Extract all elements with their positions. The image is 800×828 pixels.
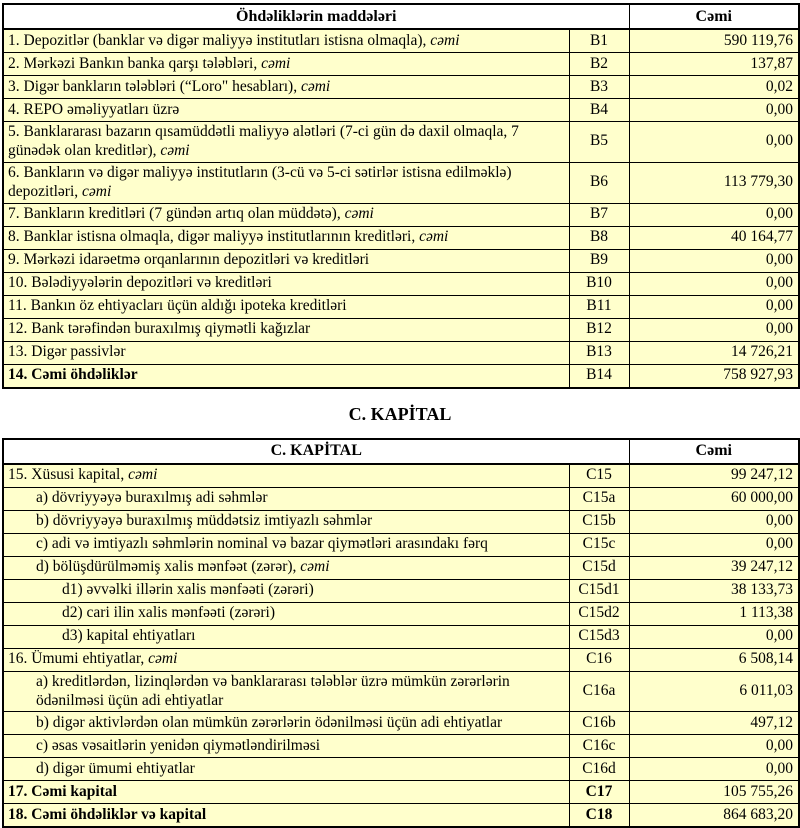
row-total-value: 0,00 <box>629 735 799 758</box>
row-code: C15d3 <box>569 625 629 648</box>
row-label-italic-suffix: cəmi <box>300 77 331 95</box>
table-row <box>3 162 799 203</box>
row-total-value: 0,00 <box>629 122 799 163</box>
row-total-value: 105 755,26 <box>629 781 799 804</box>
row-label-text: c) adi və imtiyazlı səhmlərin nominal və bazar qiymətləri arasındakı fərq <box>36 535 488 553</box>
row-code: B5 <box>569 122 629 163</box>
row-total-value: 0,00 <box>629 318 799 341</box>
row-label <box>3 99 569 122</box>
row-label <box>3 533 569 556</box>
capital-total-column-header: Cəmi <box>629 439 799 464</box>
row-code: B11 <box>569 295 629 318</box>
row-label-text: 5. Banklararası bazarın qısamüddətli maliyyə alətləri (7-ci gün də daxil olmaqla, 7 günədək olan kreditlər), <box>8 123 519 159</box>
table-row <box>3 533 799 556</box>
row-code: C15d <box>569 556 629 579</box>
capital-header-row <box>3 439 799 464</box>
row-total-value: 14 726,21 <box>629 341 799 364</box>
row-total-value: 6 011,03 <box>629 671 799 712</box>
row-label-text: 4. REPO əməliyyatları üzrə <box>8 100 180 118</box>
row-label-italic-suffix: cəmi <box>82 182 112 200</box>
table-row <box>3 76 799 99</box>
table-row <box>3 203 799 226</box>
row-total-value: 137,87 <box>629 53 799 76</box>
table-row <box>3 556 799 579</box>
row-label-italic-suffix: cəmi <box>128 466 158 484</box>
row-code: B10 <box>569 272 629 295</box>
row-total-value: 0,00 <box>629 249 799 272</box>
row-label-text: b) digər aktivlərdən olan mümkün zərərlərin ödənilməsi üçün adi ehtiyatlar <box>36 713 503 731</box>
table-row <box>3 648 799 671</box>
row-label-text: a) kreditlərdən, lizinqlərdən və banklararası tələblər üzrə mümkün zərərlərin ödənilməsi üçün adi ehtiyatlar <box>36 672 510 709</box>
table-row <box>3 226 799 249</box>
table-row <box>3 272 799 295</box>
table-row <box>3 579 799 602</box>
row-label <box>3 122 569 163</box>
row-label-text: 15. Xüsusi kapital, <box>8 466 129 484</box>
row-label-text: 6. Bankların və digər maliyyə institutların (3-cü və 5-ci sətirlər istisna edilməklə) depozitləri, <box>8 163 512 200</box>
row-label <box>3 625 569 648</box>
liabilities-table-title: Öhdəliklərin maddələri <box>3 4 629 29</box>
row-label <box>3 781 569 804</box>
row-total-value: 0,00 <box>629 99 799 122</box>
row-label <box>3 556 569 579</box>
row-label-text: d) digər ümumi ehtiyatlar <box>36 759 195 777</box>
row-label-text: 2. Mərkəzi Bankın banka qarşı tələbləri, <box>8 54 262 72</box>
table-row <box>3 712 799 735</box>
row-code: C15b <box>569 510 629 533</box>
row-label-italic-suffix: cəmi <box>148 650 178 668</box>
row-code: C17 <box>569 781 629 804</box>
row-total-value: 39 247,12 <box>629 556 799 579</box>
row-label <box>3 671 569 712</box>
row-total-value: 60 000,00 <box>629 487 799 510</box>
table-row <box>3 364 799 388</box>
row-code: C15d2 <box>569 602 629 625</box>
row-label <box>3 510 569 533</box>
row-label-text: 7. Bankların kreditləri (7 gündən artıq olan müddətə), <box>8 205 345 223</box>
row-label-text: 12. Bank tərəfindən buraxılmış qiymətli kağızlar <box>8 320 311 338</box>
row-label <box>3 735 569 758</box>
row-code: C15d1 <box>569 579 629 602</box>
row-label <box>3 53 569 76</box>
row-code: B14 <box>569 364 629 388</box>
row-label <box>3 76 569 99</box>
row-code: C16 <box>569 648 629 671</box>
row-label <box>3 804 569 828</box>
row-total-value: 497,12 <box>629 712 799 735</box>
row-label-text: 17. Cəmi kapital <box>8 782 117 800</box>
row-code: C16d <box>569 758 629 781</box>
row-total-value: 0,02 <box>629 76 799 99</box>
row-total-value: 0,00 <box>629 510 799 533</box>
row-label <box>3 272 569 295</box>
row-total-value: 0,00 <box>629 758 799 781</box>
table-row <box>3 671 799 712</box>
table-row <box>3 99 799 122</box>
table-row <box>3 318 799 341</box>
row-label-text: 16. Ümumi ehtiyatlar, <box>8 650 149 668</box>
row-label-text: 8. Banklar istisna olmaqla, digər maliyyə institutlarının kreditləri, <box>8 228 420 246</box>
row-label-text: a) dövriyyəyə buraxılmış adi səhmlər <box>36 489 268 507</box>
row-label-text: 14. Cəmi öhdəliklər <box>8 366 138 384</box>
row-total-value: 0,00 <box>629 272 799 295</box>
row-total-value: 0,00 <box>629 625 799 648</box>
row-label <box>3 758 569 781</box>
row-code: B7 <box>569 203 629 226</box>
row-total-value: 99 247,12 <box>629 464 799 488</box>
table-row <box>3 735 799 758</box>
row-label <box>3 295 569 318</box>
row-code: B2 <box>569 53 629 76</box>
row-label <box>3 602 569 625</box>
row-label-italic-suffix: cəmi <box>419 228 449 246</box>
row-code: C15a <box>569 487 629 510</box>
capital-table-title: C. KAPİTAL <box>3 439 629 464</box>
row-total-value: 864 683,20 <box>629 804 799 828</box>
table-row <box>3 602 799 625</box>
row-label-text: d2) cari ilin xalis mənfəəti (zərəri) <box>62 604 276 622</box>
row-code: C18 <box>569 804 629 828</box>
row-total-value: 6 508,14 <box>629 648 799 671</box>
row-code: B13 <box>569 341 629 364</box>
row-total-value: 0,00 <box>629 295 799 318</box>
row-label-text: d) bölüşdürülməmiş xalis mənfəət (zərər), <box>36 558 301 576</box>
table-row <box>3 249 799 272</box>
row-label-text: d1) əvvəlki illərin xalis mənfəəti (zərəri) <box>62 581 314 599</box>
table-row <box>3 781 799 804</box>
table-row <box>3 29 799 53</box>
table-row <box>3 53 799 76</box>
row-code: B6 <box>569 162 629 203</box>
row-label <box>3 226 569 249</box>
row-label <box>3 29 569 53</box>
row-code: B1 <box>569 29 629 53</box>
table-row <box>3 295 799 318</box>
capital-section-heading: C. KAPİTAL <box>348 403 452 424</box>
row-label <box>3 162 569 203</box>
row-code: B9 <box>569 249 629 272</box>
row-code: C16b <box>569 712 629 735</box>
table-row <box>3 758 799 781</box>
row-label-italic-suffix: cəmi <box>300 558 330 576</box>
table-row <box>3 804 799 828</box>
row-label <box>3 318 569 341</box>
row-label <box>3 579 569 602</box>
row-code: C15c <box>569 533 629 556</box>
row-label-italic-suffix: cəmi <box>261 54 291 72</box>
row-code: B4 <box>569 99 629 122</box>
liabilities-total-column-header: Cəmi <box>629 4 799 29</box>
row-code: B8 <box>569 226 629 249</box>
table-row <box>3 464 799 488</box>
row-label <box>3 487 569 510</box>
row-label <box>3 464 569 488</box>
row-code: B12 <box>569 318 629 341</box>
row-code: C16c <box>569 735 629 758</box>
row-label-text: 18. Cəmi öhdəliklər və kapital <box>8 805 207 823</box>
row-label-text: 13. Digər passivlər <box>8 343 126 361</box>
row-label-text: 11. Bankın öz ehtiyacları üçün aldığı ipoteka kreditləri <box>8 297 347 315</box>
table-row <box>3 122 799 163</box>
table-row <box>3 625 799 648</box>
row-code: B3 <box>569 76 629 99</box>
row-total-value: 590 119,76 <box>629 29 799 53</box>
row-code: C16a <box>569 671 629 712</box>
table-row <box>3 510 799 533</box>
row-total-value: 1 113,38 <box>629 602 799 625</box>
row-label <box>3 249 569 272</box>
row-label-text: 9. Mərkəzi idarəetmə orqanlarının depozitləri və kreditləri <box>8 251 370 269</box>
row-label-text: 10. Bələdiyyələrin depozitləri və kreditləri <box>8 274 272 292</box>
row-total-value: 40 164,77 <box>629 226 799 249</box>
row-label-text: b) dövriyyəyə buraxılmış müddətsiz imtiyazlı səhmlər <box>36 512 373 530</box>
capital-table <box>2 438 800 828</box>
row-label <box>3 712 569 735</box>
liabilities-header-row <box>3 4 799 29</box>
row-label-text: d3) kapital ehtiyatları <box>62 627 196 645</box>
liabilities-table <box>2 3 800 389</box>
table-row <box>3 341 799 364</box>
row-label-text: c) əsas vəsaitlərin yenidən qiymətləndirilməsi <box>36 736 321 754</box>
row-total-value: 758 927,93 <box>629 364 799 388</box>
row-total-value: 0,00 <box>629 533 799 556</box>
row-label-text: 3. Digər bankların tələbləri (“Loro" hesabları), <box>8 77 301 95</box>
row-code: C15 <box>569 464 629 488</box>
row-total-value: 0,00 <box>629 203 799 226</box>
row-label <box>3 203 569 226</box>
table-row <box>3 487 799 510</box>
row-label-italic-suffix: cəmi <box>160 141 190 159</box>
row-label <box>3 364 569 388</box>
row-label-text: 1. Depozitlər (banklar və digər maliyyə institutları istisna olmaqla), <box>8 31 431 49</box>
row-label-italic-suffix: cəmi <box>344 205 374 223</box>
row-label-italic-suffix: cəmi <box>430 31 460 49</box>
row-label <box>3 648 569 671</box>
row-total-value: 113 779,30 <box>629 162 799 203</box>
row-label <box>3 341 569 364</box>
row-total-value: 38 133,73 <box>629 579 799 602</box>
